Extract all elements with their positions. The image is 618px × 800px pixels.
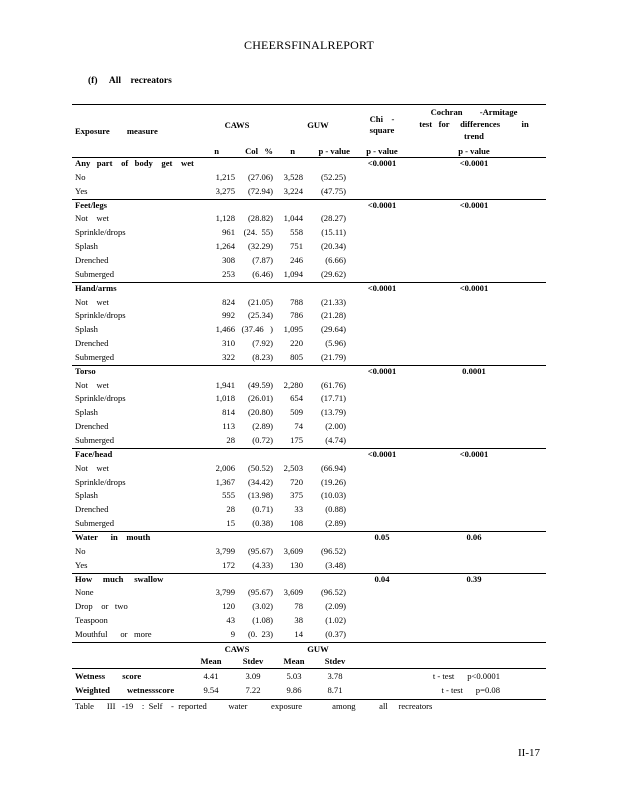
- guw-n: 3,224: [283, 185, 303, 196]
- guw-n: 3,609: [283, 587, 303, 598]
- summary-mean-caws: Mean: [200, 655, 222, 666]
- guw-pct: (21.28): [320, 310, 346, 321]
- caws-pct: (50.52): [247, 462, 273, 473]
- summary-stdev-guw: Stdev: [324, 655, 346, 666]
- guw-n: 38: [294, 615, 303, 626]
- guw-pct: (17.71): [320, 393, 346, 404]
- guw-n: 108: [290, 518, 303, 529]
- guw-pct: (2.09): [325, 601, 346, 612]
- col-n-caws: n: [214, 146, 219, 156]
- guw-pct: (6.66): [325, 254, 346, 265]
- caws-pct: (0.71): [252, 504, 273, 515]
- guw-pct: (15.11): [321, 227, 346, 238]
- guw-pct: (4.74): [325, 435, 346, 445]
- guw-pct: (96.52): [320, 587, 346, 598]
- guw-n: 33: [294, 504, 303, 515]
- caws-n: 9: [230, 628, 235, 639]
- summary-stdev2: 3.78: [327, 670, 343, 681]
- guw-pct: (29.64): [320, 324, 346, 335]
- trend-pvalue: <0.0001: [459, 158, 489, 168]
- col-cochran: Cochran -Armitage: [430, 107, 518, 117]
- guw-pct: (66.94): [320, 462, 346, 473]
- guw-n: 788: [290, 296, 303, 307]
- guw-n: 3,609: [283, 545, 303, 556]
- row-label: Drenched: [75, 421, 109, 432]
- row-label: Yes: [75, 559, 88, 570]
- summary-row-label: Wetness score: [75, 670, 142, 681]
- caws-n: 28: [226, 435, 235, 445]
- guw-n: 3,528: [283, 171, 303, 182]
- guw-n: 74: [294, 421, 303, 432]
- caws-pct: (26.01): [247, 393, 273, 404]
- guw-n: 1,095: [283, 324, 303, 335]
- group-title: Feet/legs: [75, 199, 107, 210]
- caws-pct: (37.46 ): [241, 324, 273, 335]
- col-cochran-test: test for differences in: [419, 119, 529, 129]
- caws-pct: (28.82): [247, 213, 273, 224]
- summary-ttest: t - test p<0.0001: [432, 670, 500, 681]
- trend-pvalue: <0.0001: [459, 448, 489, 459]
- col-pvalue-trend: p - value: [458, 146, 490, 156]
- caws-n: 253: [222, 268, 235, 279]
- caws-n: 3,799: [215, 545, 235, 556]
- caws-pct: (6.46): [252, 268, 273, 279]
- caws-pct: (20.80): [247, 407, 273, 418]
- guw-n: 375: [290, 490, 303, 501]
- caws-n: 43: [226, 615, 235, 626]
- guw-n: 246: [290, 254, 303, 265]
- caws-n: 824: [222, 296, 235, 307]
- group-title: How much swallow: [75, 573, 164, 584]
- caws-n: 2,006: [215, 462, 235, 473]
- guw-n: 509: [290, 407, 303, 418]
- table-top-rule: [72, 104, 546, 105]
- guw-pct: (5.96): [325, 338, 346, 349]
- chi-pvalue: <0.0001: [367, 448, 397, 459]
- guw-pct: (28.27): [320, 213, 346, 224]
- row-label: Drop or two: [75, 601, 128, 612]
- col-guw: GUW: [307, 120, 329, 130]
- group-title: Hand/arms: [75, 282, 117, 293]
- caws-n: 15: [226, 518, 235, 529]
- caws-n: 28: [226, 504, 235, 515]
- caws-pct: (25.34): [247, 310, 273, 321]
- guw-pct: (2.00): [325, 421, 346, 432]
- caws-n: 555: [222, 490, 235, 501]
- caws-pct: (0. 23): [247, 628, 273, 639]
- guw-n: 2,280: [283, 379, 303, 390]
- trend-pvalue: 0.39: [466, 573, 482, 584]
- guw-pct: (3.48): [325, 559, 346, 570]
- summary-rule: [72, 668, 546, 669]
- col-cochran-trend: trend: [464, 131, 484, 141]
- guw-n: 751: [290, 241, 303, 252]
- caws-pct: (4.33): [252, 559, 273, 570]
- col-pct: Col %: [245, 146, 273, 156]
- summary-caws: CAWS: [224, 643, 250, 654]
- guw-pct: (29.62): [320, 268, 346, 279]
- summary-mean2: 9.86: [286, 684, 302, 695]
- caws-pct: (2.89): [252, 421, 273, 432]
- col-chi-square: square: [369, 125, 395, 135]
- caws-pct: (32.29): [247, 241, 273, 252]
- col-chi: Chi -: [369, 114, 395, 124]
- caws-pct: (13.98): [247, 490, 273, 501]
- caws-n: 1,466: [215, 324, 235, 335]
- guw-pct: (21.33): [320, 296, 346, 307]
- caws-n: 1,264: [215, 241, 235, 252]
- col-pvalue-chi: p - value: [366, 146, 398, 156]
- col-exposure-measure: Exposure measure: [75, 126, 158, 136]
- guw-pct: (0.88): [325, 504, 346, 515]
- caws-n: 120: [222, 601, 235, 612]
- chi-pvalue: 0.05: [374, 531, 390, 542]
- row-label: Splash: [75, 490, 98, 501]
- col-caws: CAWS: [224, 120, 250, 130]
- row-label: Not wet: [75, 296, 109, 307]
- row-label: Sprinkle/drops: [75, 310, 126, 321]
- guw-n: 2,503: [283, 462, 303, 473]
- caws-n: 308: [222, 254, 235, 265]
- caws-n: 310: [222, 338, 235, 349]
- caws-pct: (0.38): [252, 518, 273, 529]
- row-label: None: [75, 587, 94, 598]
- table-caption: Table III -19 : Self - reported water exposure among all recreators: [75, 700, 433, 711]
- row-label: Submerged: [75, 435, 114, 445]
- col-pvalue: p - value: [318, 146, 350, 156]
- row-label: Sprinkle/drops: [75, 476, 126, 487]
- summary-stdev1: 3.09: [245, 670, 261, 681]
- row-label: Submerged: [75, 518, 114, 529]
- summary-guw: GUW: [307, 643, 329, 654]
- caws-pct: (49.59): [247, 379, 273, 390]
- summary-mean1: 4.41: [203, 670, 219, 681]
- guw-pct: (1.02): [325, 615, 346, 626]
- caws-pct: (8.23): [252, 351, 273, 362]
- guw-pct: (10.03): [320, 490, 346, 501]
- caws-pct: (0.72): [252, 435, 273, 445]
- chi-pvalue: <0.0001: [367, 282, 397, 293]
- guw-pct: (20.34): [320, 241, 346, 252]
- caws-pct: (72.94): [247, 185, 273, 196]
- guw-pct: (96.52): [320, 545, 346, 556]
- summary-mean2: 5.03: [286, 670, 302, 681]
- guw-pct: (19.26): [320, 476, 346, 487]
- caws-pct: (34.42): [247, 476, 273, 487]
- guw-n: 220: [290, 338, 303, 349]
- trend-pvalue: 0.0001: [462, 365, 486, 376]
- caws-n: 961: [222, 227, 235, 238]
- caws-n: 1,941: [215, 379, 235, 390]
- row-label: Splash: [75, 324, 98, 335]
- caws-pct: (1.08): [252, 615, 273, 626]
- caws-pct: (27.06): [247, 171, 273, 182]
- guw-n: 1,044: [283, 213, 303, 224]
- caws-n: 814: [222, 407, 235, 418]
- summary-mean1: 9.54: [203, 684, 219, 695]
- row-label: Not wet: [75, 379, 109, 390]
- guw-pct: (61.76): [320, 379, 346, 390]
- caws-n: 1,215: [215, 171, 235, 182]
- row-label: Splash: [75, 407, 98, 418]
- caws-pct: (21.05): [247, 296, 273, 307]
- caws-n: 3,799: [215, 587, 235, 598]
- guw-n: 720: [290, 476, 303, 487]
- guw-pct: (52.25): [320, 171, 346, 182]
- guw-pct: (2.89): [325, 518, 346, 529]
- caws-n: 1,128: [215, 213, 235, 224]
- row-label: Teaspoon: [75, 615, 108, 626]
- chi-pvalue: <0.0001: [367, 365, 397, 376]
- caws-n: 1,018: [215, 393, 235, 404]
- summary-ttest: t - test p=0.08: [441, 684, 500, 695]
- caws-pct: (95.67): [247, 545, 273, 556]
- summary-mean-guw: Mean: [283, 655, 305, 666]
- guw-pct: (21.79): [320, 351, 346, 362]
- row-label: Splash: [75, 241, 98, 252]
- caws-pct: (24. 55): [243, 227, 273, 238]
- row-label: No: [75, 545, 86, 556]
- row-label: Sprinkle/drops: [75, 227, 126, 238]
- row-label: Not wet: [75, 213, 109, 224]
- guw-pct: (13.79): [320, 407, 346, 418]
- caws-pct: (7.92): [252, 338, 273, 349]
- chi-pvalue: 0.04: [374, 573, 390, 584]
- row-label: No: [75, 171, 86, 182]
- report-header: CHEERSFINALREPORT: [243, 38, 375, 52]
- row-label: Mouthful or more: [75, 628, 152, 639]
- summary-stdev1: 7.22: [245, 684, 261, 695]
- caws-n: 3,275: [215, 185, 235, 196]
- row-label: Sprinkle/drops: [75, 393, 126, 404]
- col-n-guw: n: [290, 146, 295, 156]
- caws-pct: (7.87): [252, 254, 273, 265]
- summary-row-label: Weighted wetnessscore: [75, 684, 175, 695]
- summary-stdev2: 8.71: [327, 684, 343, 695]
- row-label: Not wet: [75, 462, 109, 473]
- guw-n: 654: [290, 393, 303, 404]
- row-label: Drenched: [75, 254, 109, 265]
- row-label: Drenched: [75, 338, 109, 349]
- section-title: (f) All recreators: [88, 76, 172, 86]
- row-label: Submerged: [75, 268, 114, 279]
- group-title: Any part of body get wet: [75, 158, 194, 168]
- caws-pct: (3.02): [252, 601, 273, 612]
- guw-pct: (47.75): [320, 185, 346, 196]
- guw-pct: (0.37): [325, 628, 346, 639]
- page-number: II-17: [518, 747, 540, 759]
- guw-n: 786: [290, 310, 303, 321]
- caws-n: 992: [222, 310, 235, 321]
- trend-pvalue: 0.06: [466, 531, 482, 542]
- caws-n: 113: [222, 421, 235, 432]
- guw-n: 175: [290, 435, 303, 445]
- summary-stdev-caws: Stdev: [242, 655, 264, 666]
- group-title: Torso: [75, 365, 96, 376]
- row-label: Submerged: [75, 351, 114, 362]
- chi-pvalue: <0.0001: [367, 199, 397, 210]
- chi-pvalue: <0.0001: [367, 158, 397, 168]
- guw-n: 558: [290, 227, 303, 238]
- guw-n: 805: [290, 351, 303, 362]
- caws-n: 1,367: [215, 476, 235, 487]
- group-title: Face/head: [75, 448, 113, 459]
- guw-n: 1,094: [283, 268, 303, 279]
- group-title: Water in mouth: [75, 531, 151, 542]
- guw-n: 130: [290, 559, 303, 570]
- row-label: Yes: [75, 185, 88, 196]
- row-label: Drenched: [75, 504, 109, 515]
- trend-pvalue: <0.0001: [459, 199, 489, 210]
- caws-n: 172: [222, 559, 235, 570]
- caws-n: 322: [222, 351, 235, 362]
- caws-pct: (95.67): [247, 587, 273, 598]
- guw-n: 78: [294, 601, 303, 612]
- guw-n: 14: [294, 628, 303, 639]
- trend-pvalue: <0.0001: [459, 282, 489, 293]
